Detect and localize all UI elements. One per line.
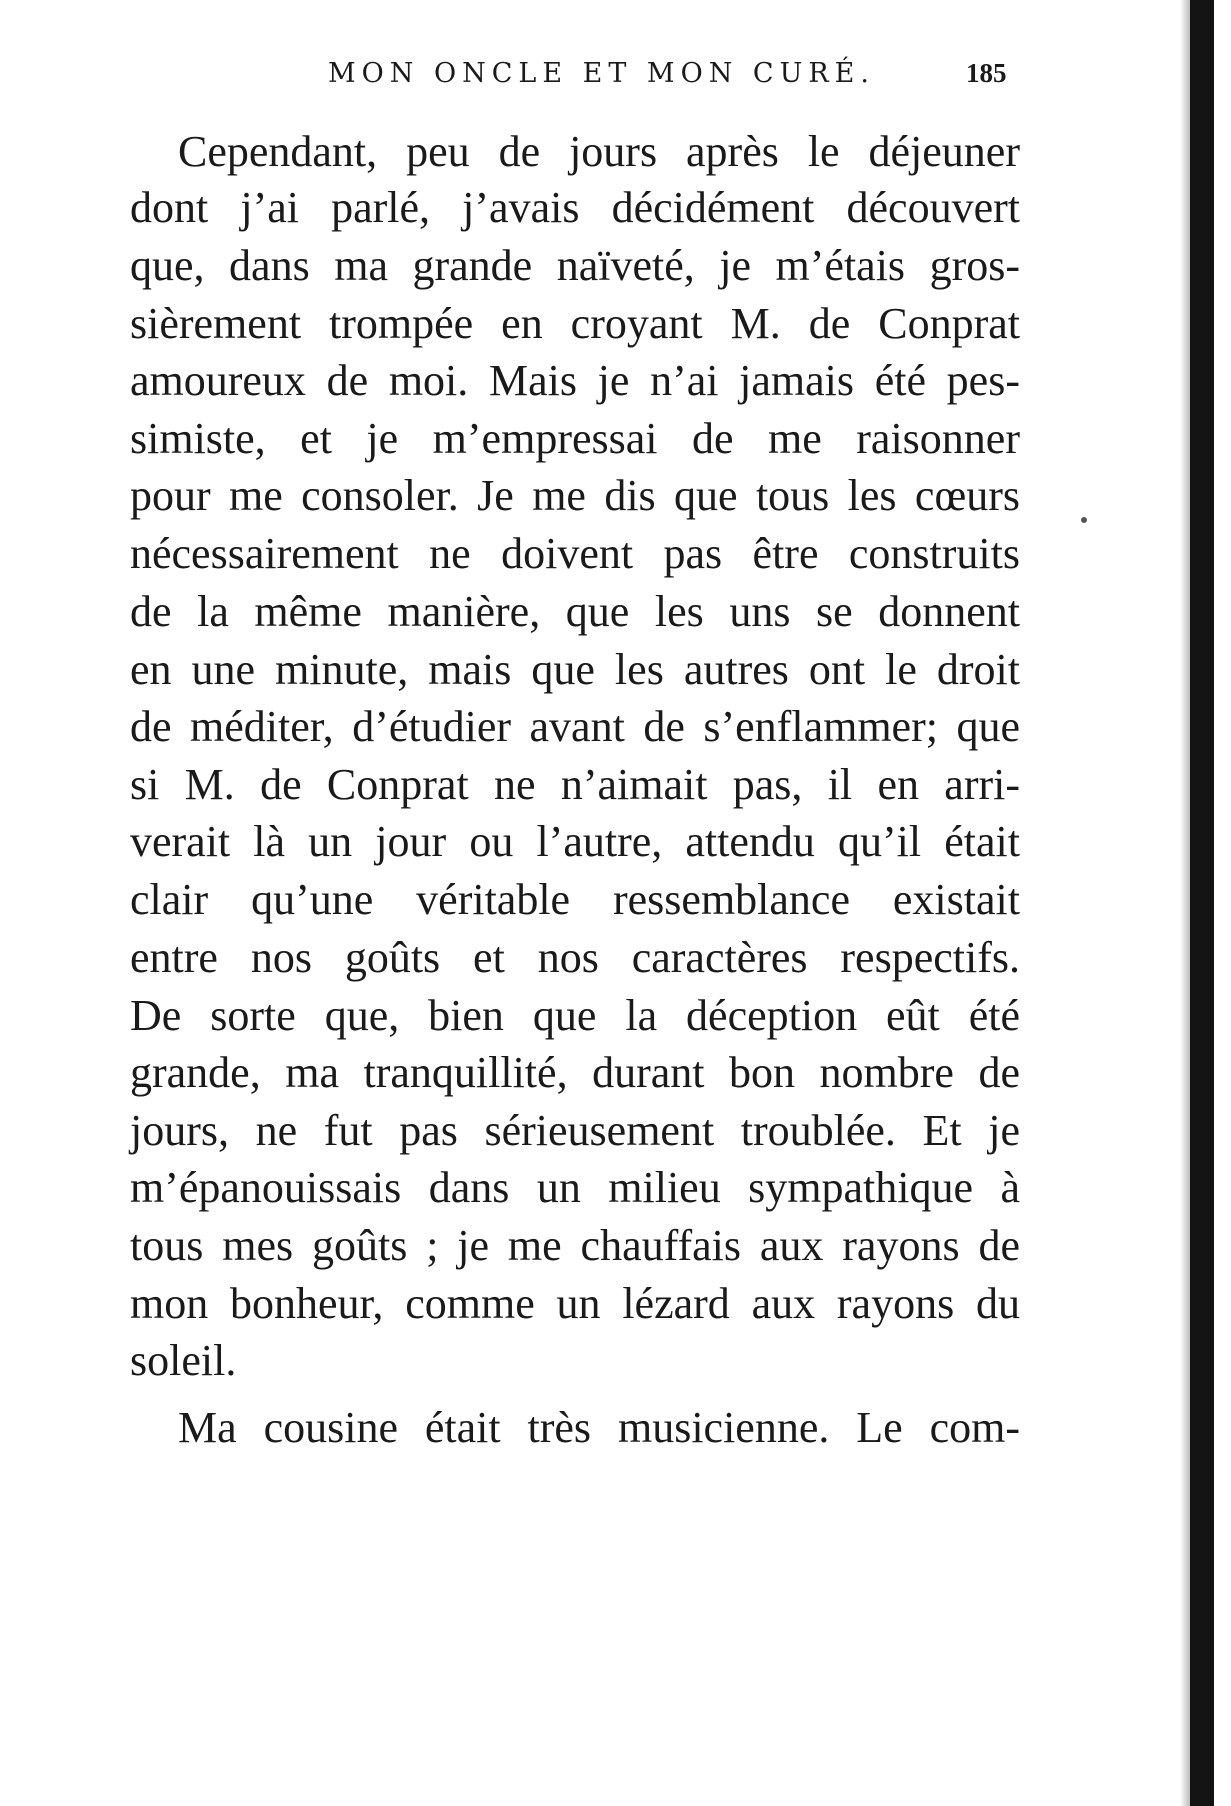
text-line: nécessairement ne doivent pas être construits	[130, 529, 1020, 578]
binding-edge	[1190, 0, 1214, 1806]
text-line: amoureux de moi. Mais je n’ai jamais été pes-	[130, 356, 1020, 405]
running-head: MON ONCLE ET MON CURÉ.	[328, 58, 875, 89]
text-line: en une minute, mais que les autres ont le droit	[130, 645, 1020, 694]
text-line: de méditer, d’étudier avant de s’enflammer; que	[130, 702, 1020, 751]
text-line: grande, ma tranquillité, durant bon nombre de	[130, 1048, 1020, 1097]
text-line: De sorte que, bien que la déception eût été	[130, 991, 1020, 1040]
text-line: verait là un jour ou l’autre, attendu qu’il était	[130, 817, 1020, 866]
text-line: clair qu’une véritable ressemblance existait	[130, 875, 1020, 924]
text-line: de la même manière, que les uns se donnent	[130, 587, 1020, 636]
text-line: tous mes goûts ; je me chauffais aux rayons de	[130, 1221, 1020, 1270]
text-line: jours, ne fut pas sérieusement troublée. Et je	[130, 1106, 1020, 1155]
text-line: Cependant, peu de jours après le déjeuner	[178, 127, 1020, 176]
page-header	[0, 58, 1231, 98]
text-line: dont j’ai parlé, j’avais décidément découvert	[130, 183, 1020, 232]
text-line: mon bonheur, comme un lézard aux rayons du	[130, 1279, 1020, 1328]
text-line: sièrement trompée en croyant M. de Conprat	[130, 299, 1020, 348]
text-line: que, dans ma grande naïveté, je m’étais gros-	[130, 241, 1020, 290]
text-line: pour me consoler. Je me dis que tous les cœurs	[130, 471, 1020, 520]
text-line: Ma cousine était très musicienne. Le com-	[178, 1403, 1020, 1452]
page-number: 185	[966, 58, 1007, 88]
page-edge-shadow	[1180, 0, 1190, 1806]
paper-speck	[1081, 517, 1087, 523]
text-line: si M. de Conprat ne n’aimait pas, il en arri-	[130, 760, 1020, 809]
text-line: m’épanouissais dans un milieu sympathique à	[130, 1163, 1020, 1212]
text-line: soleil.	[130, 1336, 237, 1385]
text-line: simiste, et je m’empressai de me raisonner	[130, 414, 1020, 463]
text-line: entre nos goûts et nos caractères respectifs.	[130, 933, 1020, 982]
